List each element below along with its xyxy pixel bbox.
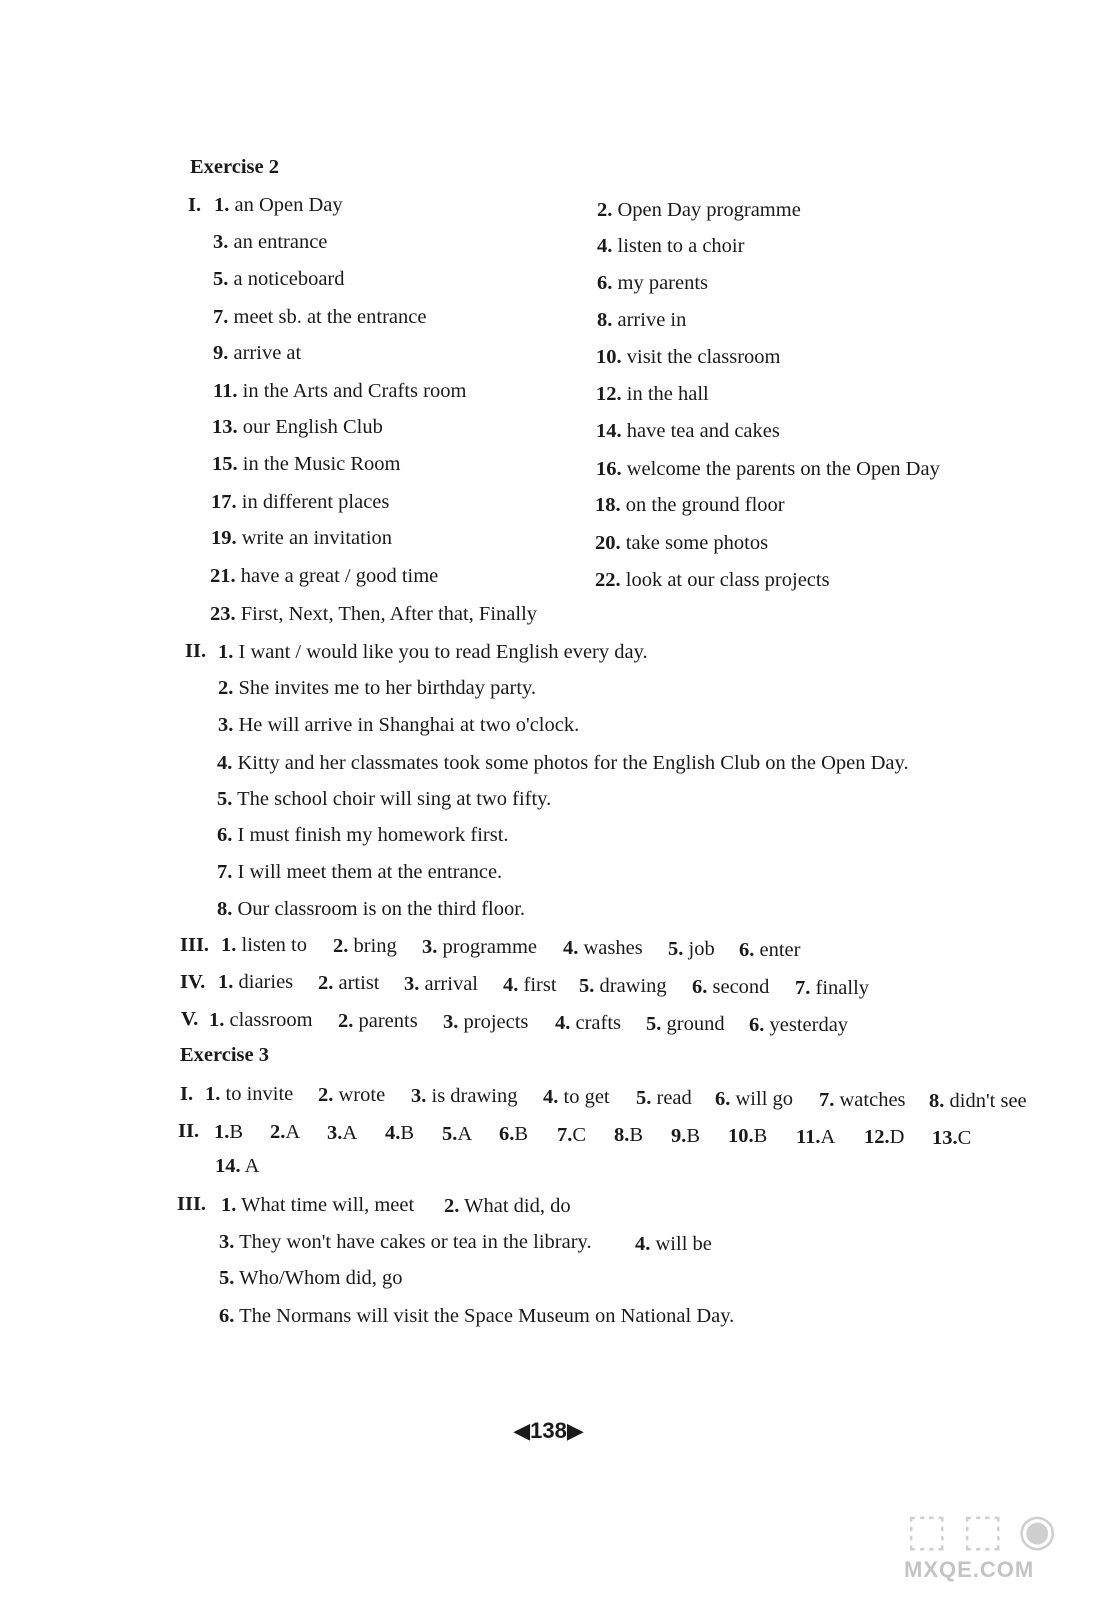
list-item: 11.A bbox=[796, 1126, 836, 1148]
list-item: 4. to get bbox=[543, 1086, 610, 1108]
list-item: 2. wrote bbox=[318, 1084, 386, 1106]
list-item: 5. ground bbox=[646, 1013, 725, 1035]
list-item: 1. classroom bbox=[209, 1009, 313, 1031]
list-item: 18. on the ground floor bbox=[595, 494, 785, 516]
list-item: 4. crafts bbox=[555, 1012, 622, 1034]
section-label: I. bbox=[188, 194, 202, 216]
list-item: 21. have a great / good time bbox=[210, 565, 439, 587]
list-item: 8. arrive in bbox=[597, 309, 687, 331]
list-item: 5. job bbox=[668, 938, 715, 960]
list-item: 2. Open Day programme bbox=[597, 199, 801, 221]
list-item: 6. second bbox=[692, 976, 770, 998]
list-item: 6. my parents bbox=[597, 272, 709, 294]
list-item: 7. I will meet them at the entrance. bbox=[217, 861, 503, 883]
list-item: 2. She invites me to her birthday party. bbox=[218, 677, 537, 699]
section-label: III. bbox=[177, 1193, 207, 1215]
list-item: 5. The school choir will sing at two fifty. bbox=[217, 788, 552, 810]
list-item: 2.A bbox=[270, 1121, 301, 1143]
list-item: 5. drawing bbox=[579, 975, 667, 997]
list-item: 2. What did, do bbox=[444, 1195, 571, 1217]
list-item: 1. listen to bbox=[221, 934, 307, 956]
list-item: 7.C bbox=[557, 1124, 587, 1146]
list-item: 3. arrival bbox=[404, 973, 478, 995]
list-item: 3. projects bbox=[443, 1011, 529, 1033]
list-item: 7. finally bbox=[795, 977, 870, 999]
list-item: 1. What time will, meet bbox=[221, 1194, 415, 1216]
list-item: 9. arrive at bbox=[213, 342, 302, 364]
triangle-left-icon: ◀ bbox=[513, 1418, 531, 1443]
list-item: 3. They won't have cakes or tea in the library. bbox=[219, 1231, 592, 1253]
list-item: 12. in the hall bbox=[596, 383, 709, 405]
list-item: 4.B bbox=[385, 1122, 415, 1144]
list-item: 10. visit the classroom bbox=[596, 346, 781, 368]
list-item: 9.B bbox=[671, 1125, 701, 1147]
list-item: 6. enter bbox=[739, 939, 801, 961]
watermark: ⬚ ⬚ ◉ MXQE.COM bbox=[904, 1505, 1057, 1582]
list-item: 1. to invite bbox=[205, 1083, 294, 1105]
list-item: 3.A bbox=[327, 1122, 358, 1144]
list-item: 6.B bbox=[499, 1123, 529, 1145]
section-label: I. bbox=[180, 1083, 194, 1105]
list-item: 4. first bbox=[503, 974, 557, 996]
list-item: 4. will be bbox=[635, 1233, 712, 1255]
list-item: 23. First, Next, Then, After that, Finally bbox=[210, 603, 538, 625]
list-item: 2. parents bbox=[338, 1010, 418, 1032]
list-item: 22. look at our class projects bbox=[595, 569, 830, 591]
list-item: 3. an entrance bbox=[213, 231, 328, 253]
list-item: 17. in different places bbox=[211, 491, 390, 513]
list-item: 19. write an invitation bbox=[211, 527, 393, 549]
list-item: 16. welcome the parents on the Open Day bbox=[596, 458, 940, 480]
list-item: 8.B bbox=[614, 1124, 644, 1146]
list-item: 5. a noticeboard bbox=[213, 268, 345, 290]
list-item: 5. read bbox=[636, 1087, 692, 1109]
list-item: 8. Our classroom is on the third floor. bbox=[217, 898, 526, 920]
page-number: ◀138▶ bbox=[513, 1418, 584, 1443]
list-item: 3. He will arrive in Shanghai at two o'clock. bbox=[218, 714, 580, 736]
section-label: II. bbox=[185, 640, 207, 662]
list-item: 13.C bbox=[932, 1127, 972, 1149]
triangle-right-icon: ▶ bbox=[566, 1418, 584, 1443]
list-item: 1. diaries bbox=[218, 971, 294, 993]
watermark-text: MXQE.COM bbox=[904, 1557, 1035, 1582]
list-item: 6. yesterday bbox=[749, 1014, 849, 1036]
list-item: 3. is drawing bbox=[411, 1085, 518, 1107]
list-item: 8. didn't see bbox=[929, 1090, 1027, 1112]
list-item: 5. Who/Whom did, go bbox=[219, 1267, 403, 1289]
list-item: 7. meet sb. at the entrance bbox=[213, 306, 427, 328]
list-item: 11. in the Arts and Crafts room bbox=[213, 380, 467, 402]
list-item: 7. watches bbox=[819, 1089, 906, 1111]
exercise-3-heading: Exercise 3 bbox=[180, 1044, 269, 1066]
list-item: 4. listen to a choir bbox=[597, 235, 745, 257]
list-item: 1.B bbox=[214, 1121, 244, 1143]
list-item: 15. in the Music Room bbox=[212, 453, 401, 475]
section-label: II. bbox=[178, 1120, 200, 1142]
list-item: 4. washes bbox=[563, 937, 643, 959]
section-label: V. bbox=[181, 1008, 199, 1030]
list-item: 6. will go bbox=[715, 1088, 794, 1110]
list-item: 20. take some photos bbox=[595, 532, 769, 554]
list-item: 2. artist bbox=[318, 972, 380, 994]
list-item: 14. A bbox=[215, 1155, 260, 1177]
list-item: 6. I must finish my homework first. bbox=[217, 824, 509, 846]
list-item: 5.A bbox=[442, 1123, 473, 1145]
list-item: 12.D bbox=[864, 1126, 905, 1148]
list-item: 3. programme bbox=[422, 936, 537, 958]
list-item: 2. bring bbox=[333, 935, 397, 957]
section-label: III. bbox=[180, 934, 210, 956]
list-item: 10.B bbox=[728, 1125, 768, 1147]
list-item: 6. The Normans will visit the Space Museum on National Day. bbox=[219, 1305, 735, 1327]
exercise-2-heading: Exercise 2 bbox=[190, 156, 279, 178]
section-label: IV. bbox=[180, 971, 206, 993]
list-item: 1. an Open Day bbox=[214, 194, 343, 216]
list-item: 1. I want / would like you to read English every day. bbox=[218, 641, 648, 663]
list-item: 14. have tea and cakes bbox=[596, 420, 780, 442]
list-item: 4. Kitty and her classmates took some photos for the English Club on the Open Day. bbox=[217, 752, 909, 774]
list-item: 13. our English Club bbox=[212, 416, 383, 438]
